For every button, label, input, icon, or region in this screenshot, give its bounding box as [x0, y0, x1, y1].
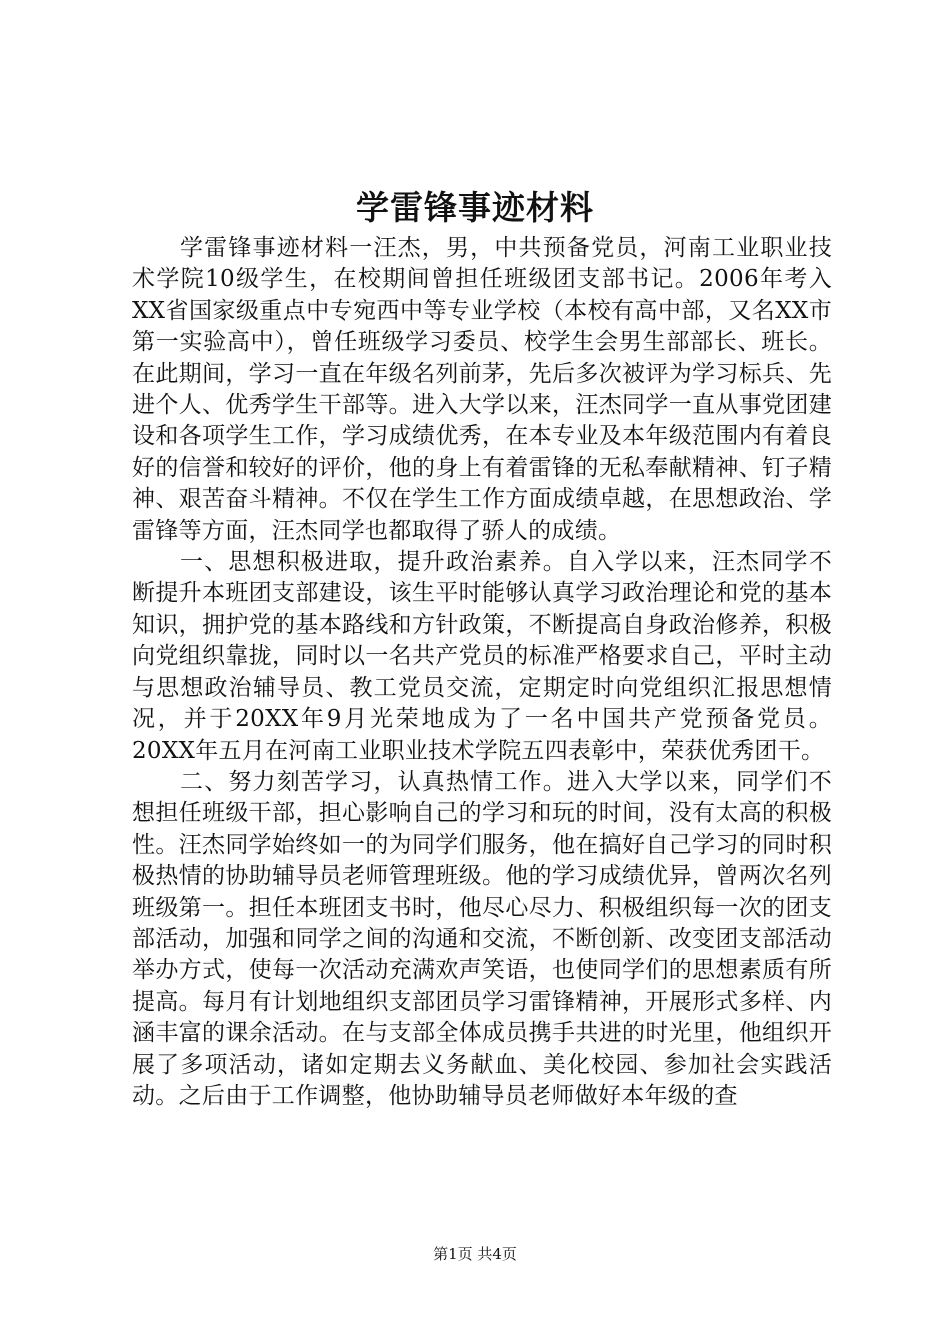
paragraph-section-one: 一、思想积极进取，提升政治素养。自入学以来，汪杰同学不断提升本班团支部建设，该生平时能够认真学习政治理论和党的基本知识，拥护党的基本路线和方针政策，不断提高自身政治修养，积极向党组织靠拢，同时以一名共产党员的标准严格要求自己，平时主动与思想政治辅导员、教工党员交流，定期定时向党组织汇报思想情况，并于20XX年9月光荣地成为了一名中国共产党预备党员。20XX年五月在河南工业职业技术学院五四表彰中，荣获优秀团干。 — [132, 549, 832, 764]
document-body — [132, 233, 832, 1112]
page-footer: 第1页 共4页 — [433, 1245, 517, 1263]
paragraph-section-two: 二、努力刻苦学习，认真热情工作。进入大学以来，同学们不想担任班级干部，担心影响自己的学习和玩的时间，没有太高的积极性。汪杰同学始终如一的为同学们服务，他在搞好自己学习的同时积极热情的协助辅导员老师管理班级。他的学习成绩优异，曾两次名列班级第一。担任本班团支书时，他尽心尽力、积极组织每一次的团支部活动，加强和同学之间的沟通和交流，不断创新、改变团支部活动举办方式，使每一次活动充满欢声笑语，也使同学们的思想素质有所提高。每月有计划地组织支部团员学习雷锋精神，开展形式多样、内涵丰富的课余活动。在与支部全体成员携手共进的时光里，他组织开展了多项活动，诸如定期去义务献血、美化校园、参加社会实践活动。之后由于工作调整，他协助辅导员老师做好本年级的查 — [132, 768, 832, 1109]
document-title: 学雷锋事迹材料 — [356, 188, 594, 227]
paragraph-intro: 学雷锋事迹材料一汪杰，男，中共预备党员，河南工业职业技术学院10级学生，在校期间曾担任班级团支部书记。2006年考入XX省国家级重点中专宛西中等专业学校（本校有高中部，又名XX市第一实验高中），曾任班级学习委员、校学生会男生部部长、班长。在此期间，学习一直在年级名列前茅，先后多次被评为学习标兵、先进个人、优秀学生干部等。进入大学以来，汪杰同学一直从事党团建设和各项学生工作，学习成绩优秀，在本专业及本年级范围内有着良好的信誉和较好的评价，他的身上有着雷锋的无私奉献精神、钉子精神、艰苦奋斗精神。不仅在学生工作方面成绩卓越，在思想政治、学雷锋等方面，汪杰同学也都取得了骄人的成绩。 — [132, 235, 832, 544]
